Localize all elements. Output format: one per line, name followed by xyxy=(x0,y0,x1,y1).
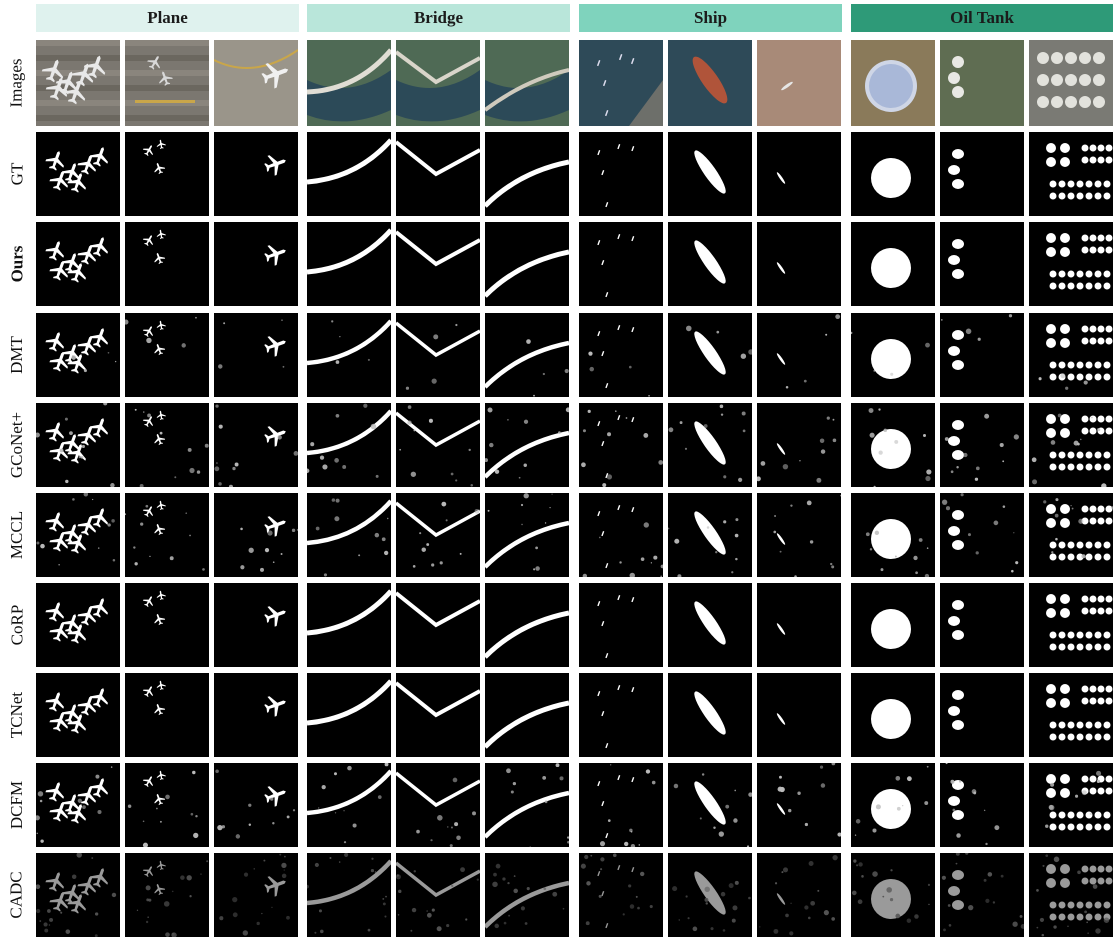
mask-dcfm-oil-tank-2 xyxy=(940,763,1024,847)
photo-plane xyxy=(214,40,298,126)
image-images-oil-tank-3 xyxy=(1029,40,1113,126)
mask-dcfm-ship-3 xyxy=(757,763,841,847)
row-label-gconet xyxy=(0,403,34,487)
saliency-map-bridge xyxy=(485,763,569,847)
mask-ours-bridge-1 xyxy=(307,222,391,306)
mask-corp-bridge-2 xyxy=(396,583,480,667)
saliency-map-bridge xyxy=(307,222,391,306)
mask-mccl-plane-2 xyxy=(125,493,209,577)
saliency-map-oil-tank xyxy=(940,313,1024,397)
row-label-text: Ours xyxy=(7,245,26,283)
saliency-map-oil-tank xyxy=(851,853,935,937)
header-bridge: Bridge xyxy=(307,4,570,32)
mask-tcnet-plane-1 xyxy=(36,673,120,757)
row-label-text: DCFM xyxy=(7,780,26,830)
photo-bridge xyxy=(485,40,569,126)
photo-plane xyxy=(36,40,120,126)
saliency-map-plane xyxy=(125,403,209,487)
mask-gconet-ship-1 xyxy=(579,403,663,487)
mask-cadc-oil-tank-2 xyxy=(940,853,1024,937)
saliency-map-ship xyxy=(579,132,663,216)
mask-corp-oil-tank-2 xyxy=(940,583,1024,667)
saliency-map-oil-tank xyxy=(851,132,935,216)
saliency-map-oil-tank xyxy=(940,222,1024,306)
mask-gt-oil-tank-1 xyxy=(851,132,935,216)
saliency-map-oil-tank xyxy=(1029,763,1113,847)
mask-corp-oil-tank-1 xyxy=(851,583,935,667)
saliency-map-oil-tank xyxy=(851,313,935,397)
saliency-map-bridge xyxy=(485,403,569,487)
row-label-text: GCoNet+ xyxy=(7,411,26,479)
saliency-map-ship xyxy=(579,673,663,757)
mask-gconet-plane-2 xyxy=(125,403,209,487)
saliency-map-ship xyxy=(668,673,752,757)
mask-corp-plane-2 xyxy=(125,583,209,667)
saliency-map-bridge xyxy=(307,853,391,937)
mask-dmt-bridge-3 xyxy=(485,313,569,397)
mask-cadc-bridge-2 xyxy=(396,853,480,937)
mask-dcfm-ship-1 xyxy=(579,763,663,847)
saliency-map-plane xyxy=(214,853,298,937)
saliency-map-bridge xyxy=(396,222,480,306)
saliency-map-plane xyxy=(125,493,209,577)
saliency-map-ship xyxy=(579,313,663,397)
mask-gt-plane-1 xyxy=(36,132,120,216)
mask-dcfm-plane-2 xyxy=(125,763,209,847)
mask-tcnet-ship-3 xyxy=(757,673,841,757)
saliency-map-ship xyxy=(668,583,752,667)
mask-dmt-plane-1 xyxy=(36,313,120,397)
saliency-map-oil-tank xyxy=(851,403,935,487)
mask-gt-ship-2 xyxy=(668,132,752,216)
image-images-plane-1 xyxy=(36,40,120,126)
saliency-map-bridge xyxy=(307,493,391,577)
saliency-map-bridge xyxy=(485,853,569,937)
saliency-map-bridge xyxy=(396,853,480,937)
saliency-map-plane xyxy=(36,853,120,937)
saliency-map-oil-tank xyxy=(1029,132,1113,216)
saliency-map-ship xyxy=(757,403,841,487)
mask-mccl-oil-tank-3 xyxy=(1029,493,1113,577)
row-label-corp xyxy=(0,583,34,667)
mask-gt-bridge-3 xyxy=(485,132,569,216)
image-images-ship-3 xyxy=(757,40,841,126)
mask-dcfm-plane-1 xyxy=(36,763,120,847)
saliency-map-oil-tank xyxy=(851,222,935,306)
saliency-map-oil-tank xyxy=(940,673,1024,757)
saliency-map-ship xyxy=(757,583,841,667)
image-images-plane-3 xyxy=(214,40,298,126)
row-label-dcfm xyxy=(0,763,34,847)
header-ship: Ship xyxy=(579,4,842,32)
saliency-map-bridge xyxy=(307,583,391,667)
mask-gconet-plane-1 xyxy=(36,403,120,487)
image-images-plane-2 xyxy=(125,40,209,126)
photo-plane xyxy=(125,40,209,126)
saliency-map-ship xyxy=(757,222,841,306)
saliency-map-plane xyxy=(214,132,298,216)
saliency-map-plane xyxy=(36,313,120,397)
header-oil-tank: Oil Tank xyxy=(851,4,1113,32)
saliency-map-bridge xyxy=(396,673,480,757)
mask-dmt-plane-3 xyxy=(214,313,298,397)
mask-gt-oil-tank-3 xyxy=(1029,132,1113,216)
row-label-tcnet xyxy=(0,673,34,757)
saliency-map-bridge xyxy=(307,313,391,397)
image-images-bridge-3 xyxy=(485,40,569,126)
mask-gt-bridge-2 xyxy=(396,132,480,216)
mask-dmt-oil-tank-2 xyxy=(940,313,1024,397)
mask-mccl-plane-1 xyxy=(36,493,120,577)
saliency-map-ship xyxy=(579,763,663,847)
saliency-map-ship xyxy=(668,493,752,577)
saliency-map-oil-tank xyxy=(940,132,1024,216)
mask-corp-ship-1 xyxy=(579,583,663,667)
row-label-mccl xyxy=(0,493,34,577)
mask-mccl-ship-2 xyxy=(668,493,752,577)
mask-ours-plane-2 xyxy=(125,222,209,306)
saliency-map-plane xyxy=(214,493,298,577)
image-images-bridge-1 xyxy=(307,40,391,126)
mask-ours-ship-1 xyxy=(579,222,663,306)
mask-dmt-bridge-2 xyxy=(396,313,480,397)
row-label-images xyxy=(0,40,34,126)
mask-gt-oil-tank-2 xyxy=(940,132,1024,216)
saliency-map-ship xyxy=(579,853,663,937)
saliency-map-plane xyxy=(214,583,298,667)
saliency-map-plane xyxy=(125,222,209,306)
image-images-oil-tank-2 xyxy=(940,40,1024,126)
saliency-map-ship xyxy=(668,132,752,216)
row-label-cadc xyxy=(0,853,34,937)
saliency-map-oil-tank xyxy=(851,673,935,757)
saliency-map-oil-tank xyxy=(1029,583,1113,667)
mask-gt-plane-3 xyxy=(214,132,298,216)
mask-cadc-ship-1 xyxy=(579,853,663,937)
saliency-map-plane xyxy=(36,583,120,667)
photo-oil-tank xyxy=(940,40,1024,126)
mask-gt-plane-2 xyxy=(125,132,209,216)
saliency-map-ship xyxy=(668,313,752,397)
saliency-map-bridge xyxy=(307,132,391,216)
saliency-map-bridge xyxy=(485,493,569,577)
mask-ours-bridge-2 xyxy=(396,222,480,306)
mask-mccl-ship-3 xyxy=(757,493,841,577)
saliency-map-oil-tank xyxy=(851,583,935,667)
saliency-map-oil-tank xyxy=(1029,313,1113,397)
saliency-map-bridge xyxy=(396,493,480,577)
saliency-map-bridge xyxy=(485,132,569,216)
mask-corp-oil-tank-3 xyxy=(1029,583,1113,667)
saliency-map-ship xyxy=(757,763,841,847)
row-label-text: MCCL xyxy=(7,510,26,560)
row-label-text: Images xyxy=(7,58,26,108)
row-label-text: GT xyxy=(6,162,26,186)
saliency-map-plane xyxy=(214,673,298,757)
saliency-map-plane xyxy=(214,403,298,487)
saliency-map-bridge xyxy=(396,763,480,847)
mask-tcnet-ship-1 xyxy=(579,673,663,757)
row-label-text: TCNet xyxy=(7,691,26,739)
saliency-map-bridge xyxy=(396,583,480,667)
mask-dcfm-plane-3 xyxy=(214,763,298,847)
mask-dmt-ship-1 xyxy=(579,313,663,397)
saliency-map-plane xyxy=(125,763,209,847)
row-label-text: DMT xyxy=(7,336,26,374)
saliency-map-oil-tank xyxy=(940,493,1024,577)
mask-dmt-oil-tank-3 xyxy=(1029,313,1113,397)
saliency-map-plane xyxy=(125,853,209,937)
row-label-dmt xyxy=(0,313,34,397)
saliency-map-oil-tank xyxy=(1029,222,1113,306)
saliency-map-bridge xyxy=(307,673,391,757)
mask-gconet-bridge-1 xyxy=(307,403,391,487)
saliency-map-ship xyxy=(579,583,663,667)
mask-dmt-oil-tank-1 xyxy=(851,313,935,397)
mask-tcnet-plane-3 xyxy=(214,673,298,757)
mask-ours-ship-2 xyxy=(668,222,752,306)
mask-mccl-oil-tank-1 xyxy=(851,493,935,577)
mask-mccl-bridge-1 xyxy=(307,493,391,577)
mask-mccl-oil-tank-2 xyxy=(940,493,1024,577)
mask-ours-plane-1 xyxy=(36,222,120,306)
mask-gconet-bridge-3 xyxy=(485,403,569,487)
mask-gconet-ship-3 xyxy=(757,403,841,487)
saliency-map-bridge xyxy=(307,403,391,487)
saliency-map-oil-tank xyxy=(940,763,1024,847)
saliency-map-bridge xyxy=(485,583,569,667)
photo-ship xyxy=(579,40,663,126)
saliency-map-ship xyxy=(579,403,663,487)
mask-tcnet-oil-tank-3 xyxy=(1029,673,1113,757)
saliency-map-plane xyxy=(214,313,298,397)
mask-corp-bridge-3 xyxy=(485,583,569,667)
saliency-map-oil-tank xyxy=(940,403,1024,487)
mask-ours-ship-3 xyxy=(757,222,841,306)
saliency-map-plane xyxy=(125,673,209,757)
image-images-bridge-2 xyxy=(396,40,480,126)
saliency-map-oil-tank xyxy=(940,583,1024,667)
mask-dcfm-bridge-1 xyxy=(307,763,391,847)
mask-mccl-bridge-2 xyxy=(396,493,480,577)
photo-ship xyxy=(668,40,752,126)
mask-dmt-ship-3 xyxy=(757,313,841,397)
mask-cadc-bridge-3 xyxy=(485,853,569,937)
image-images-ship-1 xyxy=(579,40,663,126)
saliency-map-ship xyxy=(757,313,841,397)
mask-gconet-plane-3 xyxy=(214,403,298,487)
mask-cadc-oil-tank-1 xyxy=(851,853,935,937)
saliency-map-ship xyxy=(668,403,752,487)
mask-cadc-bridge-1 xyxy=(307,853,391,937)
saliency-map-oil-tank xyxy=(1029,853,1113,937)
saliency-map-plane xyxy=(36,673,120,757)
saliency-map-plane xyxy=(214,763,298,847)
mask-tcnet-bridge-3 xyxy=(485,673,569,757)
mask-ours-oil-tank-1 xyxy=(851,222,935,306)
mask-dcfm-bridge-3 xyxy=(485,763,569,847)
saliency-map-ship xyxy=(757,493,841,577)
photo-oil-tank xyxy=(851,40,935,126)
mask-tcnet-bridge-2 xyxy=(396,673,480,757)
saliency-map-plane xyxy=(36,132,120,216)
saliency-map-plane xyxy=(214,222,298,306)
saliency-map-bridge xyxy=(396,313,480,397)
saliency-map-oil-tank xyxy=(851,493,935,577)
mask-corp-ship-2 xyxy=(668,583,752,667)
mask-mccl-ship-1 xyxy=(579,493,663,577)
mask-corp-plane-1 xyxy=(36,583,120,667)
saliency-map-ship xyxy=(757,673,841,757)
saliency-map-oil-tank xyxy=(940,853,1024,937)
saliency-map-bridge xyxy=(485,313,569,397)
mask-corp-bridge-1 xyxy=(307,583,391,667)
saliency-map-bridge xyxy=(485,673,569,757)
saliency-map-bridge xyxy=(307,763,391,847)
mask-gconet-oil-tank-3 xyxy=(1029,403,1113,487)
row-label-text: CADC xyxy=(7,871,27,919)
saliency-map-plane xyxy=(36,403,120,487)
mask-cadc-oil-tank-3 xyxy=(1029,853,1113,937)
saliency-map-oil-tank xyxy=(1029,403,1113,487)
saliency-map-plane xyxy=(125,313,209,397)
mask-gconet-oil-tank-2 xyxy=(940,403,1024,487)
mask-dcfm-bridge-2 xyxy=(396,763,480,847)
saliency-map-bridge xyxy=(396,403,480,487)
saliency-map-ship xyxy=(757,132,841,216)
photo-ship xyxy=(757,40,841,126)
saliency-map-ship xyxy=(668,222,752,306)
mask-dmt-plane-2 xyxy=(125,313,209,397)
mask-tcnet-oil-tank-2 xyxy=(940,673,1024,757)
saliency-map-plane xyxy=(125,583,209,667)
photo-bridge xyxy=(307,40,391,126)
saliency-map-ship xyxy=(579,493,663,577)
saliency-map-ship xyxy=(757,853,841,937)
mask-dcfm-oil-tank-3 xyxy=(1029,763,1113,847)
mask-dmt-bridge-1 xyxy=(307,313,391,397)
mask-corp-plane-3 xyxy=(214,583,298,667)
mask-mccl-bridge-3 xyxy=(485,493,569,577)
photo-oil-tank xyxy=(1029,40,1113,126)
mask-ours-bridge-3 xyxy=(485,222,569,306)
mask-tcnet-oil-tank-1 xyxy=(851,673,935,757)
mask-gconet-ship-2 xyxy=(668,403,752,487)
saliency-map-oil-tank xyxy=(851,763,935,847)
mask-gconet-oil-tank-1 xyxy=(851,403,935,487)
mask-tcnet-bridge-1 xyxy=(307,673,391,757)
mask-gt-ship-1 xyxy=(579,132,663,216)
image-images-ship-2 xyxy=(668,40,752,126)
saliency-map-ship xyxy=(668,853,752,937)
saliency-map-ship xyxy=(579,222,663,306)
mask-dmt-ship-2 xyxy=(668,313,752,397)
mask-ours-oil-tank-2 xyxy=(940,222,1024,306)
mask-ours-plane-3 xyxy=(214,222,298,306)
row-label-gt xyxy=(0,132,34,216)
saliency-map-plane xyxy=(36,493,120,577)
mask-corp-ship-3 xyxy=(757,583,841,667)
mask-gt-ship-3 xyxy=(757,132,841,216)
saliency-map-oil-tank xyxy=(1029,673,1113,757)
mask-cadc-ship-3 xyxy=(757,853,841,937)
row-label-ours xyxy=(0,222,34,306)
mask-gconet-bridge-2 xyxy=(396,403,480,487)
mask-dcfm-oil-tank-1 xyxy=(851,763,935,847)
saliency-map-oil-tank xyxy=(1029,493,1113,577)
mask-tcnet-ship-2 xyxy=(668,673,752,757)
header-plane: Plane xyxy=(36,4,299,32)
mask-cadc-plane-3 xyxy=(214,853,298,937)
saliency-map-bridge xyxy=(485,222,569,306)
mask-cadc-plane-1 xyxy=(36,853,120,937)
saliency-map-plane xyxy=(36,222,120,306)
mask-gt-bridge-1 xyxy=(307,132,391,216)
saliency-map-ship xyxy=(668,763,752,847)
row-label-text: CoRP xyxy=(7,604,27,646)
mask-dcfm-ship-2 xyxy=(668,763,752,847)
image-images-oil-tank-1 xyxy=(851,40,935,126)
saliency-map-plane xyxy=(36,763,120,847)
mask-cadc-plane-2 xyxy=(125,853,209,937)
mask-cadc-ship-2 xyxy=(668,853,752,937)
saliency-map-plane xyxy=(125,132,209,216)
photo-bridge xyxy=(396,40,480,126)
mask-tcnet-plane-2 xyxy=(125,673,209,757)
mask-mccl-plane-3 xyxy=(214,493,298,577)
saliency-map-bridge xyxy=(396,132,480,216)
mask-ours-oil-tank-3 xyxy=(1029,222,1113,306)
